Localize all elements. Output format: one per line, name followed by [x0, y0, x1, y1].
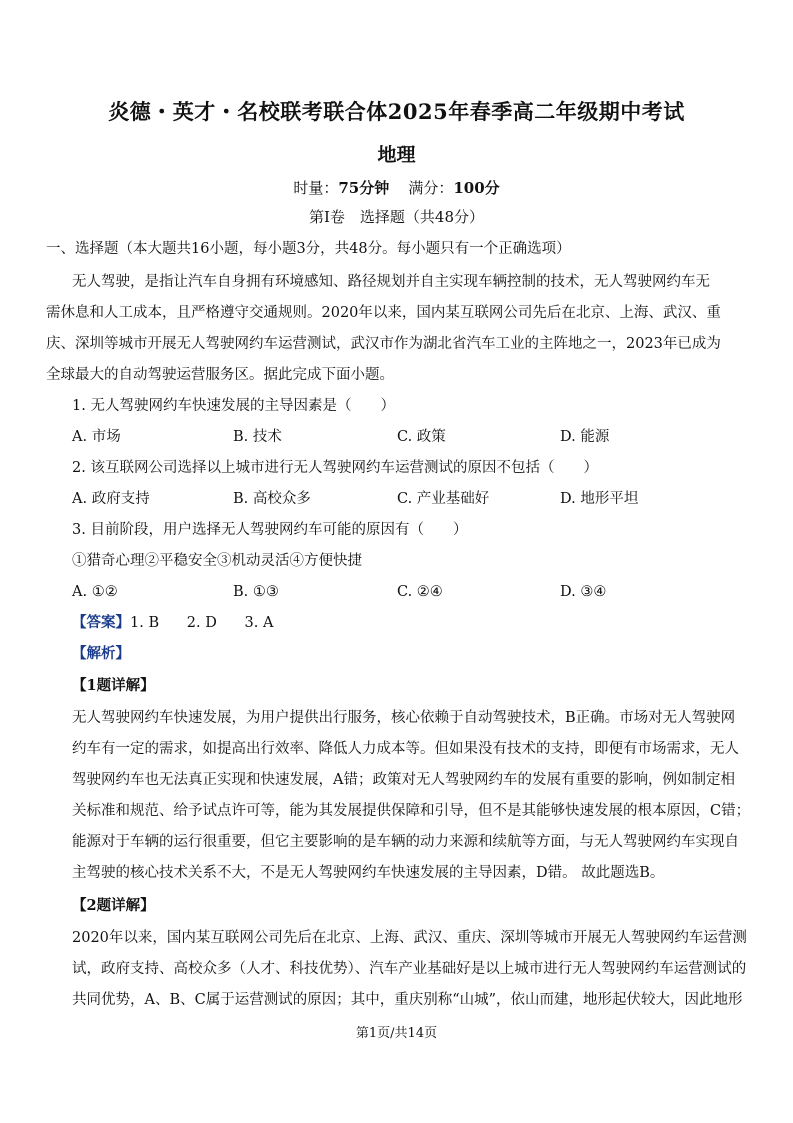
passage-line: 全球最大的自动驾驶运营服务区。据此完成下面小题。 — [46, 367, 394, 383]
time-label: 时量： — [293, 179, 339, 197]
time-value: 75分钟 — [338, 179, 390, 197]
page-number: 第1页/共14页 — [355, 1026, 438, 1041]
answer-value: 1. B — [130, 615, 160, 631]
detail1-label: 【1题详解】 — [72, 677, 155, 694]
score-label: 满分： — [408, 179, 454, 197]
question-stem: 3. 目前阶段，用户选择无人驾驶网约车可能的原因有（ ） — [72, 522, 468, 538]
option-c: C. 政策 — [397, 429, 446, 445]
option-a: A. ①② — [72, 584, 118, 600]
question-stem: 2. 该互联网公司选择以上城市进行无人驾驶网约车运营测试的原因不包括（ ） — [72, 460, 598, 476]
detail1-line: 约车有一定的需求，如提高出行效率、降低人力成本等。但如果没有技术的支持，即便有市场需求，无人 — [72, 741, 739, 757]
option-a: A. 市场 — [72, 429, 121, 445]
passage-line: 无人驾驶，是指让汽车自身拥有环境感知、路径规划并自主实现车辆控制的技术，无人驾驶网约车无 — [72, 274, 710, 290]
option-d: D. ③④ — [560, 584, 607, 600]
analysis-label: 【解析】 — [72, 645, 130, 662]
question-choices-list: ①猎奇心理②平稳安全③机动灵活④方便快捷 — [72, 553, 362, 569]
exam-meta — [0, 177, 793, 198]
exam-subject: 地理 — [377, 144, 416, 166]
option-c: C. ②④ — [397, 584, 443, 600]
option-d: D. 地形平坦 — [560, 491, 639, 507]
detail1-line: 能源对于车辆的运行很重要，但它主要影响的是车辆的动力来源和续航等方面，与无人驾驶网约车实现自 — [72, 834, 739, 850]
detail2-line: 2020年以来，国内某互联网公司先后在北京、上海、武汉、重庆、深圳等城市开展无人驾驶网约车运营测 — [72, 930, 747, 946]
detail1-line: 无人驾驶网约车快速发展，为用户提供出行服务，核心依赖于自动驾驶技术，B正确。市场对无人驾驶网 — [72, 710, 736, 726]
detail2-label: 【2题详解】 — [72, 897, 155, 914]
option-b: B. 技术 — [233, 429, 282, 445]
answer-value: 2. D — [186, 615, 217, 631]
part-one-heading: 一、选择题（本大题共16小题，每小题3分，共48分。每小题只有一个正确选项） — [46, 241, 571, 257]
option-c: C. 产业基础好 — [397, 491, 490, 507]
detail2-line: 共同优势，A、B、C属于运营测试的原因；其中，重庆别称“山城”，依山而建，地形起伏较大，因此地形 — [72, 992, 743, 1008]
detail1-line: 关标准和规范、给予试点许可等，能为其发展提供保障和引导，但不是其能够快速发展的根本原因，C错； — [72, 803, 751, 819]
answer-row — [72, 613, 273, 633]
answer-value: 3. A — [244, 615, 274, 631]
question-stem: 1. 无人驾驶网约车快速发展的主导因素是（ ） — [72, 398, 395, 414]
passage-line: 需休息和人工成本，且严格遵守交通规则。2020年以来，国内某互联网公司先后在北京、上海、武汉、重 — [46, 305, 721, 321]
passage-line: 庆、深圳等城市开展无人驾驶网约车运营测试，武汉市作为湖北省汽车工业的主阵地之一，2023年已成为 — [46, 336, 721, 352]
score-value: 100分 — [453, 179, 500, 197]
answer-label: 【答案】 — [72, 614, 130, 631]
exam-title: 炎德・英才・名校联考联合体2025年春季高二年级期中考试 — [108, 99, 685, 124]
option-d: D. 能源 — [560, 429, 610, 445]
section-title: 第Ⅰ卷 选择题（共48分） — [308, 208, 484, 226]
detail2-line: 试，政府支持、高校众多（人才、科技优势）、汽车产业基础好是以上城市进行无人驾驶网约车运营测试的 — [72, 961, 747, 977]
detail1-line: 主驾驶的核心技术关系不大，不是无人驾驶网约车快速发展的主导因素，D错。 故此题选B。 — [72, 865, 665, 881]
option-b: B. ①③ — [233, 584, 279, 600]
option-b: B. 高校众多 — [233, 491, 311, 507]
detail1-line: 驾驶网约车也无法真正实现和快速发展，A错；政策对无人驾驶网约车的发展有重要的影响，例如制定相 — [72, 772, 735, 788]
option-a: A. 政府支持 — [72, 491, 150, 507]
